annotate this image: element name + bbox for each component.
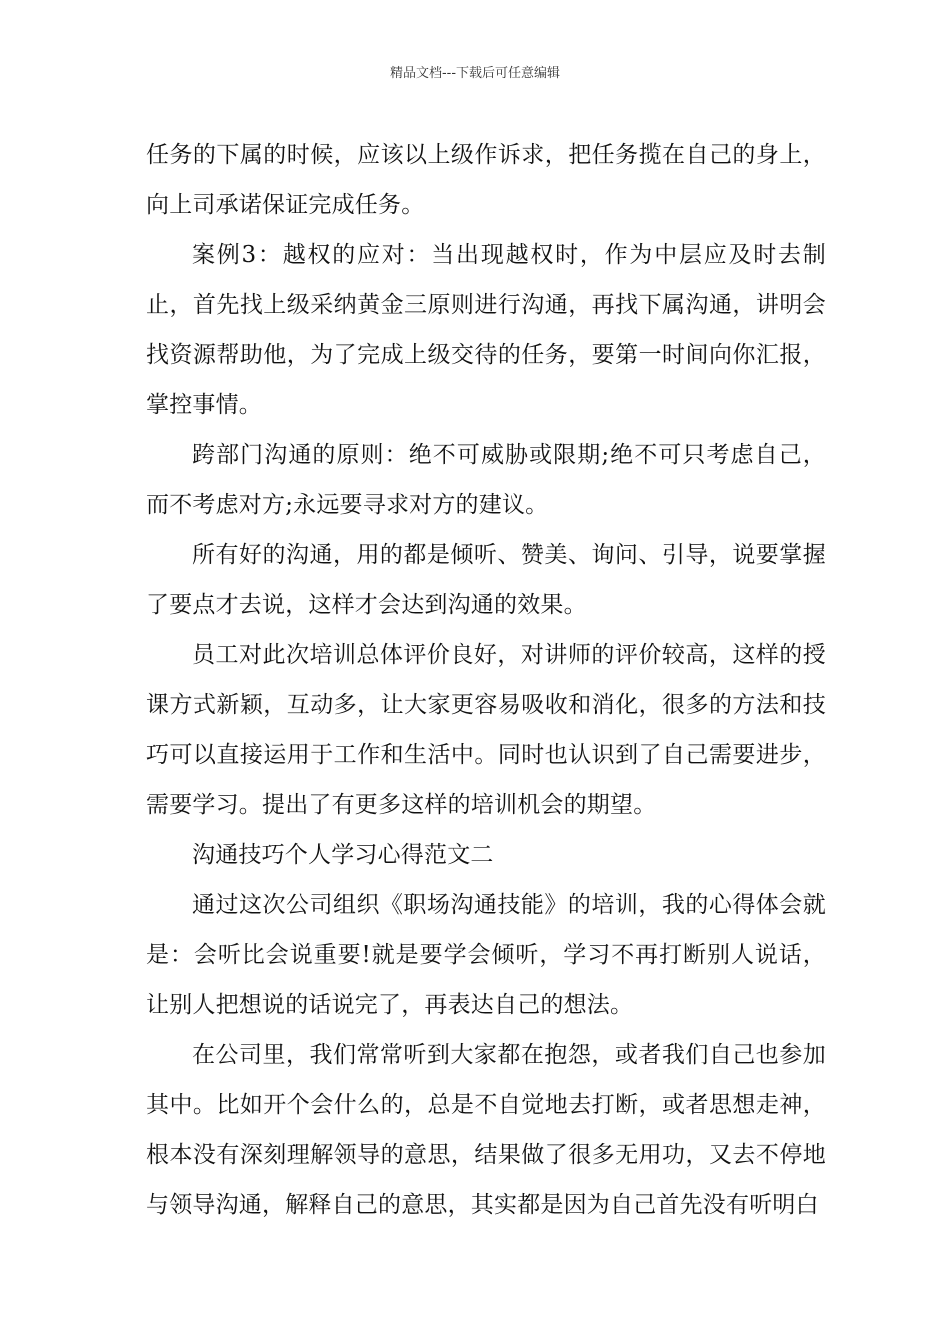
page-header: 精品文档---下载后可任意编辑 <box>389 66 561 81</box>
paragraph-1: 任务的下属的时候，应该以上级作诉求，把任务揽在自己的身上，向上司承诺保证完成任务。 <box>146 142 826 218</box>
paragraph-7-training: 通过这次公司组织《职场沟通技能》的培训，我的心得体会就是：会听比会说重要!就是要学会倾听，学习不再打断别人说话，让别人把想说的话说完了，再表达自己的想法。 <box>146 892 826 1018</box>
paragraph-5-evaluation: 员工对此次培训总体评价良好，对讲师的评价较高，这样的授课方式新颖，互动多，让大家更容易吸收和消化，很多的方法和技巧可以直接运用于工作和生活中。同时也认识到了自己需要进步，需要学习。提出了有更多这样的培训机会的期望。 <box>146 642 826 818</box>
document-body <box>146 130 826 1230</box>
section-heading: 沟通技巧个人学习心得范文二 <box>192 842 494 868</box>
paragraph-2-case-3: 案例3：越权的应对：当出现越权时，作为中层应及时去制止，首先找上级采纳黄金三原则进行沟通，再找下属沟通，讲明会找资源帮助他，为了完成上级交待的任务，要第一时间向你汇报，掌控事情。 <box>146 242 826 418</box>
paragraph-8-company: 在公司里，我们常常听到大家都在抱怨，或者我们自己也参加其中。比如开个会什么的，总是不自觉地去打断，或者思想走神，根本没有深刻理解领导的意思，结果做了很多无用功，又去不停地与领导沟通，解释自己的意思，其实都是因为自己首先没有听明白 <box>146 1042 826 1218</box>
paragraph-3-cross-department: 跨部门沟通的原则：绝不可威胁或限期;绝不可只考虑自己，而不考虑对方;永远要寻求对方的建议。 <box>146 442 826 518</box>
paragraph-4-good-communication: 所有好的沟通，用的都是倾听、赞美、询问、引导，说要掌握了要点才去说，这样才会达到沟通的效果。 <box>146 542 826 618</box>
